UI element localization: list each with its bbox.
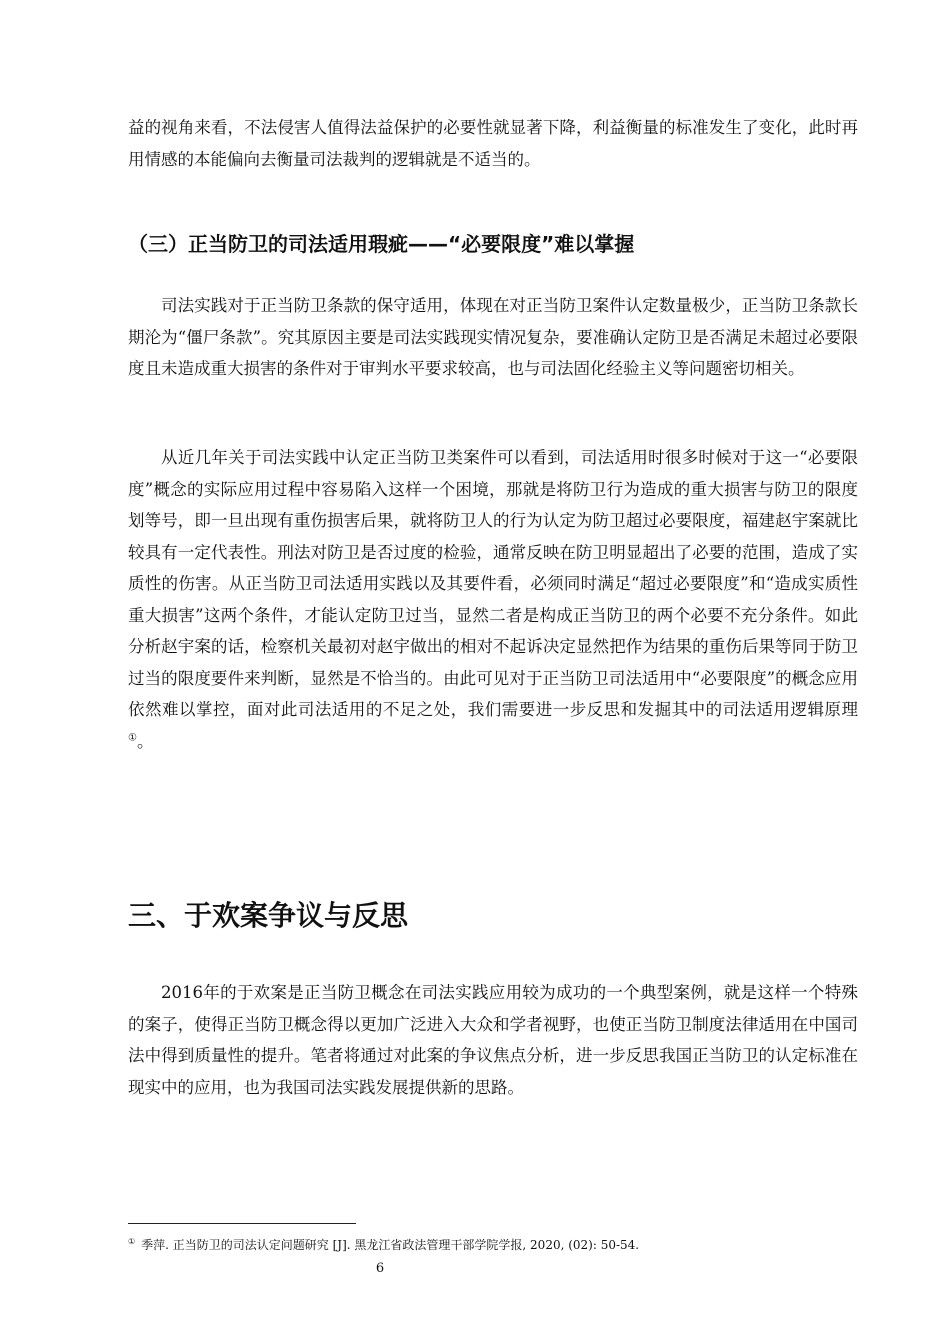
footnote-divider xyxy=(128,1223,356,1224)
paragraph-yuhuan-case: 2016年的于欢案是正当防卫概念在司法实践应用较为成功的一个典型案例，就是这样一个特殊的案子，使得正当防卫概念得以更加广泛进入大众和学者视野，也使正当防卫制度法律适用在中国司法中得到质量性的提升。笔者将通过对此案的争议焦点分析，进一步反思我国正当防卫的认定标准在现实中的应用，也为我国司法实践发展提供新的思路。 xyxy=(128,983,858,1097)
paragraph-necessary-limit-text: 从近几年关于司法实践中认定正当防卫类案件可以看到，司法适用时很多时候对于这一“必要限度”概念的实际应用过程中容易陷入这样一个困境，那就是将防卫行为造成的重大损害与防卫的限度划等号，即一旦出现有重伤损害后果，就将防卫人的行为认定为防卫超过必要限度，福建赵宇案就比较具有一定代表性。刑法对防卫是否过度的检验，通常反映在防卫明显超出了必要的范围，造成了实质性的伤害。从正当防卫司法适用实践以及其要件看，必须同时满足“超过必要限度”和“造成实质性重大损害”这两个条件，才能认定防卫过当，显然二者是构成正当防卫的两个必要不充分条件。如此分析赵宇案的话，检察机关最初对赵宇做出的相对不起诉决定显然把作为结果的重伤后果等同于防卫过当的限度要件来判断，显然是不恰当的。由此可见对于正当防卫司法适用中“必要限度”的概念应用依然难以掌控，面对此司法适用的不足之处，我们需要进一步反思和发掘其中的司法适用逻辑原理 xyxy=(128,448,858,719)
paragraph-conservative-application: 司法实践对于正当防卫条款的保守适用，体现在对正当防卫案件认定数量极少，正当防卫条款长期沦为“僵尸条款”。究其原因主要是司法实践现实情况复杂，要准确认定防卫是否满足未超过必要限度且未造成重大损害的条件对于审判水平要求较高，也与司法固化经验主义等问题密切相关。 xyxy=(128,296,858,378)
page-number: 6 xyxy=(375,1261,385,1276)
footnote-mark: ① xyxy=(128,1237,136,1246)
footnote-citation: 季萍. 正当防卫的司法认定问题研究 [J]. 黑龙江省政法管理干部学院学报, 2020, (02): 50-54. xyxy=(141,1238,640,1252)
footnote xyxy=(128,1236,868,1254)
footnote-reference-mark[interactable]: ① xyxy=(128,732,137,743)
paragraph-end-punctuation: 。 xyxy=(136,731,154,751)
continuation-paragraph: 益的视角来看，不法侵害人值得法益保护的必要性就显著下降，利益衡量的标准发生了变化，此时再用情感的本能偏向去衡量司法裁判的逻辑就是不适当的。 xyxy=(128,118,858,169)
paragraph-necessary-limit xyxy=(128,442,858,757)
section-subheading: （三）正当防卫的司法适用瑕疵——“必要限度”难以掌握 xyxy=(128,232,635,256)
section-heading: 三、于欢案争议与反思 xyxy=(128,899,409,932)
